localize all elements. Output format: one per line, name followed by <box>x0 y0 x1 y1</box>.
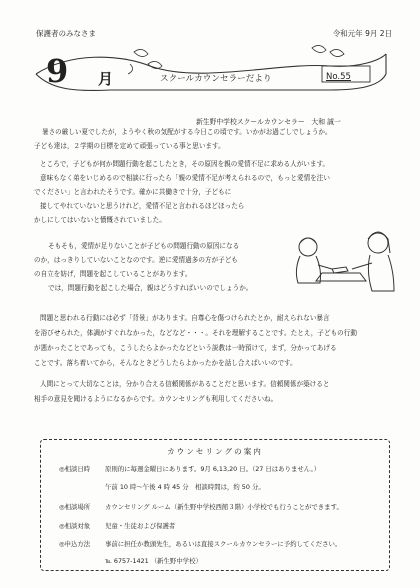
paragraph-2 <box>34 157 330 227</box>
p2-line: でください」と言われたそうです。確かに共働きで十分，子どもに <box>34 188 232 196</box>
banner-frame <box>30 44 390 96</box>
p2-line: かしにしてはいないと憤慨されていました。 <box>34 216 166 224</box>
info-row-text: 児童・生徒および保護者 <box>105 522 176 530</box>
info-row-application <box>59 539 341 548</box>
p2-line: 意味もなく弟をいじめるので相談に行ったら「親の愛情不足が考えられるので，もっと愛情を注い <box>40 174 330 182</box>
addressee: 保護者のみなさま <box>36 29 96 38</box>
paragraph-4 <box>34 311 357 371</box>
p4-line: が悪かったことであっても，こうしたらよかったなどという説教は一時預けて，まず，分かってあげる <box>34 344 337 352</box>
month-char: 月 <box>98 70 114 88</box>
phone-number: ℡ 6757-1421 （新生野中学校） <box>105 557 202 565</box>
parent-child-illustration <box>282 225 400 297</box>
info-row-location <box>59 502 343 511</box>
p3-line: のか，はっきりしていないことなのです。逆に愛情過多の方が子ども <box>34 256 238 264</box>
info-row-label: ◎相談場所 <box>59 503 91 511</box>
info-row-hours <box>59 482 265 491</box>
p3-line: の自立を妨げ，問題を起こしていることがあります。 <box>34 270 192 278</box>
p2-line: 接してやれていないと思うけれど，愛情不足と言われるほどほったら <box>40 202 245 210</box>
month-number: 9 <box>46 52 68 90</box>
p3-line: では，問題行動を起こした場合，親はどうすればいいのでしょうか。 <box>48 284 253 292</box>
p2-line: ところで，子どもが何か問題行動を起こしたとき，その原因を親の愛情不足に求める人がいます。 <box>40 160 330 168</box>
p4-line: を浴びせられた，体調がすぐれなかった，などなど・・・。それを理解することです。たとえ，子どもの行動 <box>34 329 357 337</box>
info-row-phone <box>59 556 202 565</box>
p3-line: そもそも，愛情が足りないことが子どもの問題行動の原因になる <box>48 242 240 250</box>
info-row-target <box>59 521 175 530</box>
p1-line: 子ども達は，２学期の目標を定めて頑張っている事と思います。 <box>34 142 225 150</box>
p1-line: 暑さの厳しい夏でしたが，ようやく秋の気配がする今日この頃です。いかがお過ごしでしょうか。 <box>42 128 332 136</box>
info-row-text: 事前に担任か教頭先生，あるいは直接スクールカウンセラーに予約してください。 <box>105 540 342 548</box>
info-box-title: カウンセリングの案内 <box>167 447 263 456</box>
info-row-text: 午前 10 時～午後 4 時 45 分 相談時間は，約 50 分。 <box>105 483 265 491</box>
issue-number: No.55 <box>326 72 351 82</box>
info-row-label: ◎相談対象 <box>59 522 91 530</box>
info-row-text: カウンセリング ルーム（新生野中学校西館３階）小学校でも行うことができます。 <box>105 503 343 511</box>
paragraph-3 <box>34 239 252 295</box>
counseling-info-box <box>40 439 390 571</box>
info-row-label: ◎申込方法 <box>59 540 91 548</box>
p4-line: ことです。落ち着いてから，そんなときどうしたらよかったかを話し合えばいいのです。 <box>34 359 297 367</box>
p5-line: 相手の意見を聞けるようになるからです。カウンセリングも利用してくださいね。 <box>34 395 278 403</box>
paragraph-5 <box>34 377 329 407</box>
paragraph-1 <box>34 125 332 153</box>
p4-line: 問題と思われる行動には必ず「背景」があります。自尊心を傷つけられたとか，耐えられない暴言 <box>40 314 330 322</box>
author-line: 新生野中学校スクールカウンセラー 大和 誠一 <box>196 118 341 126</box>
info-row-text: 原則的に毎週金曜日にあります。9月 6,13,20 日。（27 日はありません。） <box>105 465 321 473</box>
info-row-label: ◎相談日時 <box>59 465 91 473</box>
issue-date: 令和元年 9月 2日 <box>332 29 392 38</box>
p5-line: 人間にとって大切なことは，分かり合える信頼関係があることだと思います。信頼関係が築けると <box>40 380 330 388</box>
newsletter-title: スクールカウンセラーだより <box>160 74 272 84</box>
leaf-icon <box>128 49 162 74</box>
info-row-schedule <box>59 464 320 473</box>
